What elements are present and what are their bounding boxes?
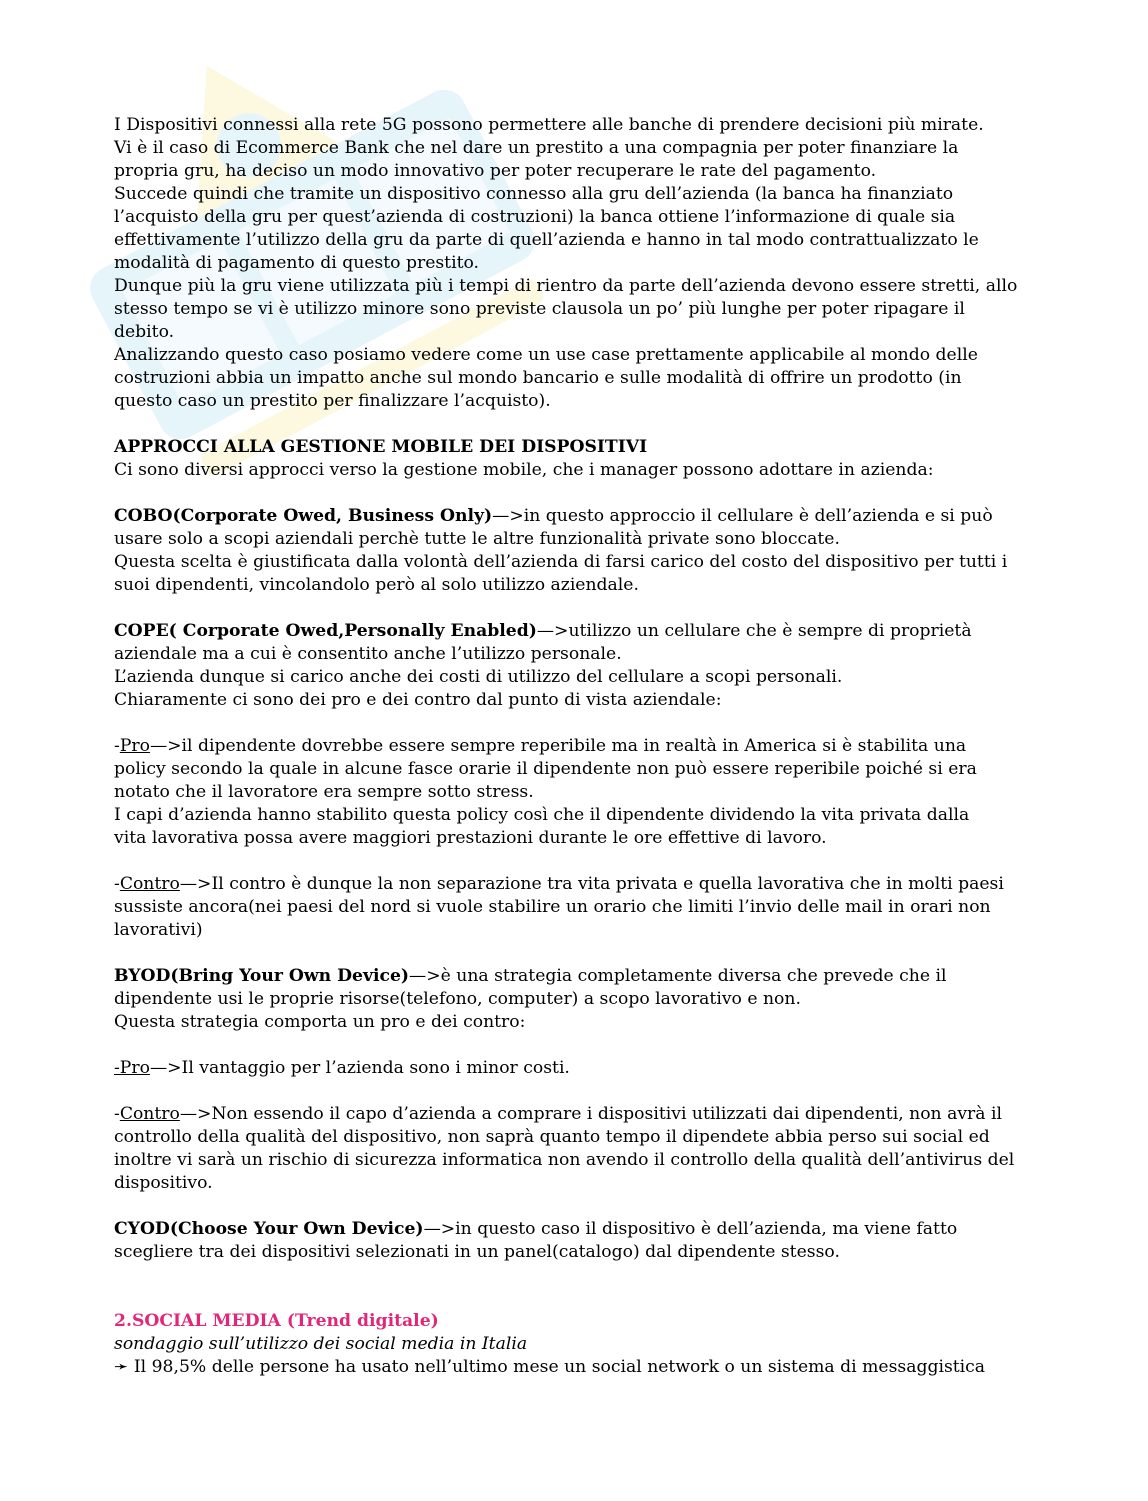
text-line: propria gru, ha deciso un modo innovativo per poter recuperare le rate del pagamento. bbox=[114, 161, 877, 181]
text-line: I capi d’azienda hanno stabilito questa policy così che il dipendente dividendo la vita privata dalla bbox=[114, 805, 970, 825]
pro-label: Pro bbox=[119, 736, 150, 756]
text-line: I Dispositivi connessi alla rete 5G possono permettere alle banche di prendere decisioni più mirate. bbox=[114, 115, 984, 135]
arrow-bullet-icon: ➛ bbox=[114, 1357, 129, 1377]
text-line: Chiaramente ci sono dei pro e dei contro dal punto di vista aziendale: bbox=[114, 690, 722, 710]
text-line bbox=[114, 965, 1044, 988]
text-line: lavorativi) bbox=[114, 920, 203, 940]
text-line: dispositivo. bbox=[114, 1173, 213, 1193]
text-line: debito. bbox=[114, 322, 175, 342]
bullet-item bbox=[114, 1356, 1044, 1379]
social-subtitle: sondaggio sull’utilizzo dei social media in Italia bbox=[114, 1334, 528, 1354]
text-line: policy secondo la quale in alcune fasce orarie il dipendente non può essere reperibile poiché si era bbox=[114, 759, 977, 779]
text-line: modalità di pagamento di questo prestito. bbox=[114, 253, 479, 273]
pro-desc: —>Il vantaggio per l’azienda sono i minor costi. bbox=[149, 1058, 570, 1078]
pro-desc: —>il dipendente dovrebbe essere sempre reperibile ma in realtà in America si è stabilita una bbox=[149, 736, 967, 756]
text-line: l’acquisto della gru per quest’azienda di costruzioni) la banca ottiene l’informazione di quale sia bbox=[114, 207, 956, 227]
text-line: controllo della qualità del dispositivo, non saprà quanto tempo il dipendete abbia perso sui social ed bbox=[114, 1127, 990, 1147]
byod-section bbox=[114, 965, 1044, 1195]
text-line: Vi è il caso di Ecommerce Bank che nel dare un prestito a una compagnia per poter finanziare la bbox=[114, 138, 959, 158]
contro-label: Contro bbox=[119, 874, 180, 894]
document-page bbox=[114, 114, 1044, 1379]
cope-desc: —>utilizzo un cellulare che è sempre di proprietà bbox=[536, 621, 972, 641]
byod-term: BYOD(Bring Your Own Device) bbox=[114, 966, 410, 986]
text-line: aziendale ma a cui è consentito anche l’utilizzo personale. bbox=[114, 644, 622, 664]
contro-label: Contro bbox=[119, 1104, 180, 1124]
contro-desc: —>Non essendo il capo d’azienda a comprare i dispositivi utilizzati dai dipendenti, non avrà il bbox=[179, 1104, 1002, 1124]
social-media-section bbox=[114, 1310, 1044, 1379]
cope-section bbox=[114, 620, 1044, 942]
text-line bbox=[114, 505, 1044, 528]
text-line: effettivamente l’utilizzo della gru da parte di quell’azienda e hanno in tal modo contrattualizzato le bbox=[114, 230, 979, 250]
contro-dash: - bbox=[114, 874, 120, 894]
cyod-section bbox=[114, 1218, 1044, 1264]
text-line bbox=[114, 873, 1044, 896]
cobo-desc: —>in questo approccio il cellulare è dell’azienda e si può bbox=[492, 506, 993, 526]
section-heading-approcci: APPROCCI ALLA GESTIONE MOBILE DEI DISPOSITIVI bbox=[114, 437, 648, 457]
cobo-term: COBO(Corporate Owed, Business Only) bbox=[114, 506, 493, 526]
bullet-text: Il 98,5% delle persone ha usato nell’ultimo mese un social network o un sistema di messaggistica bbox=[133, 1357, 986, 1377]
text-line: Questa strategia comporta un pro e dei contro: bbox=[114, 1012, 526, 1032]
pro-dash: - bbox=[114, 736, 120, 756]
contro-dash: - bbox=[114, 1104, 120, 1124]
text-line: sussiste ancora(nei paesi del nord si vuole stabilire un orario che limiti l’invio delle mail in orari non bbox=[114, 897, 991, 917]
text-line: stesso tempo se vi è utilizzo minore sono previste clausola un po’ più lunghe per poter ripagare il bbox=[114, 299, 965, 319]
text-line: inoltre vi sarà un rischio di sicurezza informatica non avendo il controllo della qualità dell’antivirus del bbox=[114, 1150, 1015, 1170]
text-line bbox=[114, 1218, 1044, 1241]
cyod-term: CYOD(Choose Your Own Device) bbox=[114, 1219, 424, 1239]
text-line: usare solo a scopi aziendali perchè tutte le altre funzionalità private sono bloccate. bbox=[114, 529, 840, 549]
text-line: questo caso un prestito per finalizzare l’acquisto). bbox=[114, 391, 551, 411]
text-line bbox=[114, 1103, 1044, 1126]
text-line bbox=[114, 620, 1044, 643]
byod-desc: —>è una strategia completamente diversa che prevede che il bbox=[409, 966, 947, 986]
text-line: vita lavorativa possa avere maggiori prestazioni durante le ore effettive di lavoro. bbox=[114, 828, 827, 848]
text-line: dipendente usi le proprie risorse(telefono, computer) a scopo lavorativo e non. bbox=[114, 989, 801, 1009]
text-line: scegliere tra dei dispositivi selezionati in un panel(catalogo) dal dipendente stesso. bbox=[114, 1242, 840, 1262]
cope-term: COPE( Corporate Owed,Personally Enabled) bbox=[114, 621, 537, 641]
text-line: Dunque più la gru viene utilizzata più i tempi di rientro da parte dell’azienda devono essere stretti, allo bbox=[114, 276, 1018, 296]
pro-label: -Pro bbox=[114, 1058, 150, 1078]
text-line bbox=[114, 735, 1044, 758]
approcci-intro: Ci sono diversi approcci verso la gestione mobile, che i manager possono adottare in azienda: bbox=[114, 460, 934, 480]
text-line: costruzioni abbia un impatto anche sul mondo bancario e sulle modalità di offrire un prodotto (in bbox=[114, 368, 962, 388]
text-line: Questa scelta è giustificata dalla volontà dell’azienda di farsi carico del costo del dispositivo per tutti i bbox=[114, 552, 1008, 572]
intro-paragraph bbox=[114, 114, 1044, 413]
cobo-section bbox=[114, 505, 1044, 597]
contro-desc: —>Il contro è dunque la non separazione tra vita privata e quella lavorativa che in molti paesi bbox=[179, 874, 1004, 894]
text-line: suoi dipendenti, vincolandolo però al solo utilizzo aziendale. bbox=[114, 575, 639, 595]
text-line bbox=[114, 1057, 1044, 1080]
text-line: L’azienda dunque si carico anche dei costi di utilizzo del cellulare a scopi personali. bbox=[114, 667, 843, 687]
text-line: Succede quindi che tramite un dispositivo connesso alla gru dell’azienda (la banca ha finanziato bbox=[114, 184, 954, 204]
text-line: Analizzando questo caso posiamo vedere come un use case prettamente applicabile al mondo delle bbox=[114, 345, 978, 365]
cyod-desc: —>in questo caso il dispositivo è dell’azienda, ma viene fatto bbox=[423, 1219, 958, 1239]
text-line: notato che il lavoratore era sempre sotto stress. bbox=[114, 782, 534, 802]
section-heading-social: 2.SOCIAL MEDIA (Trend digitale) bbox=[114, 1311, 439, 1331]
